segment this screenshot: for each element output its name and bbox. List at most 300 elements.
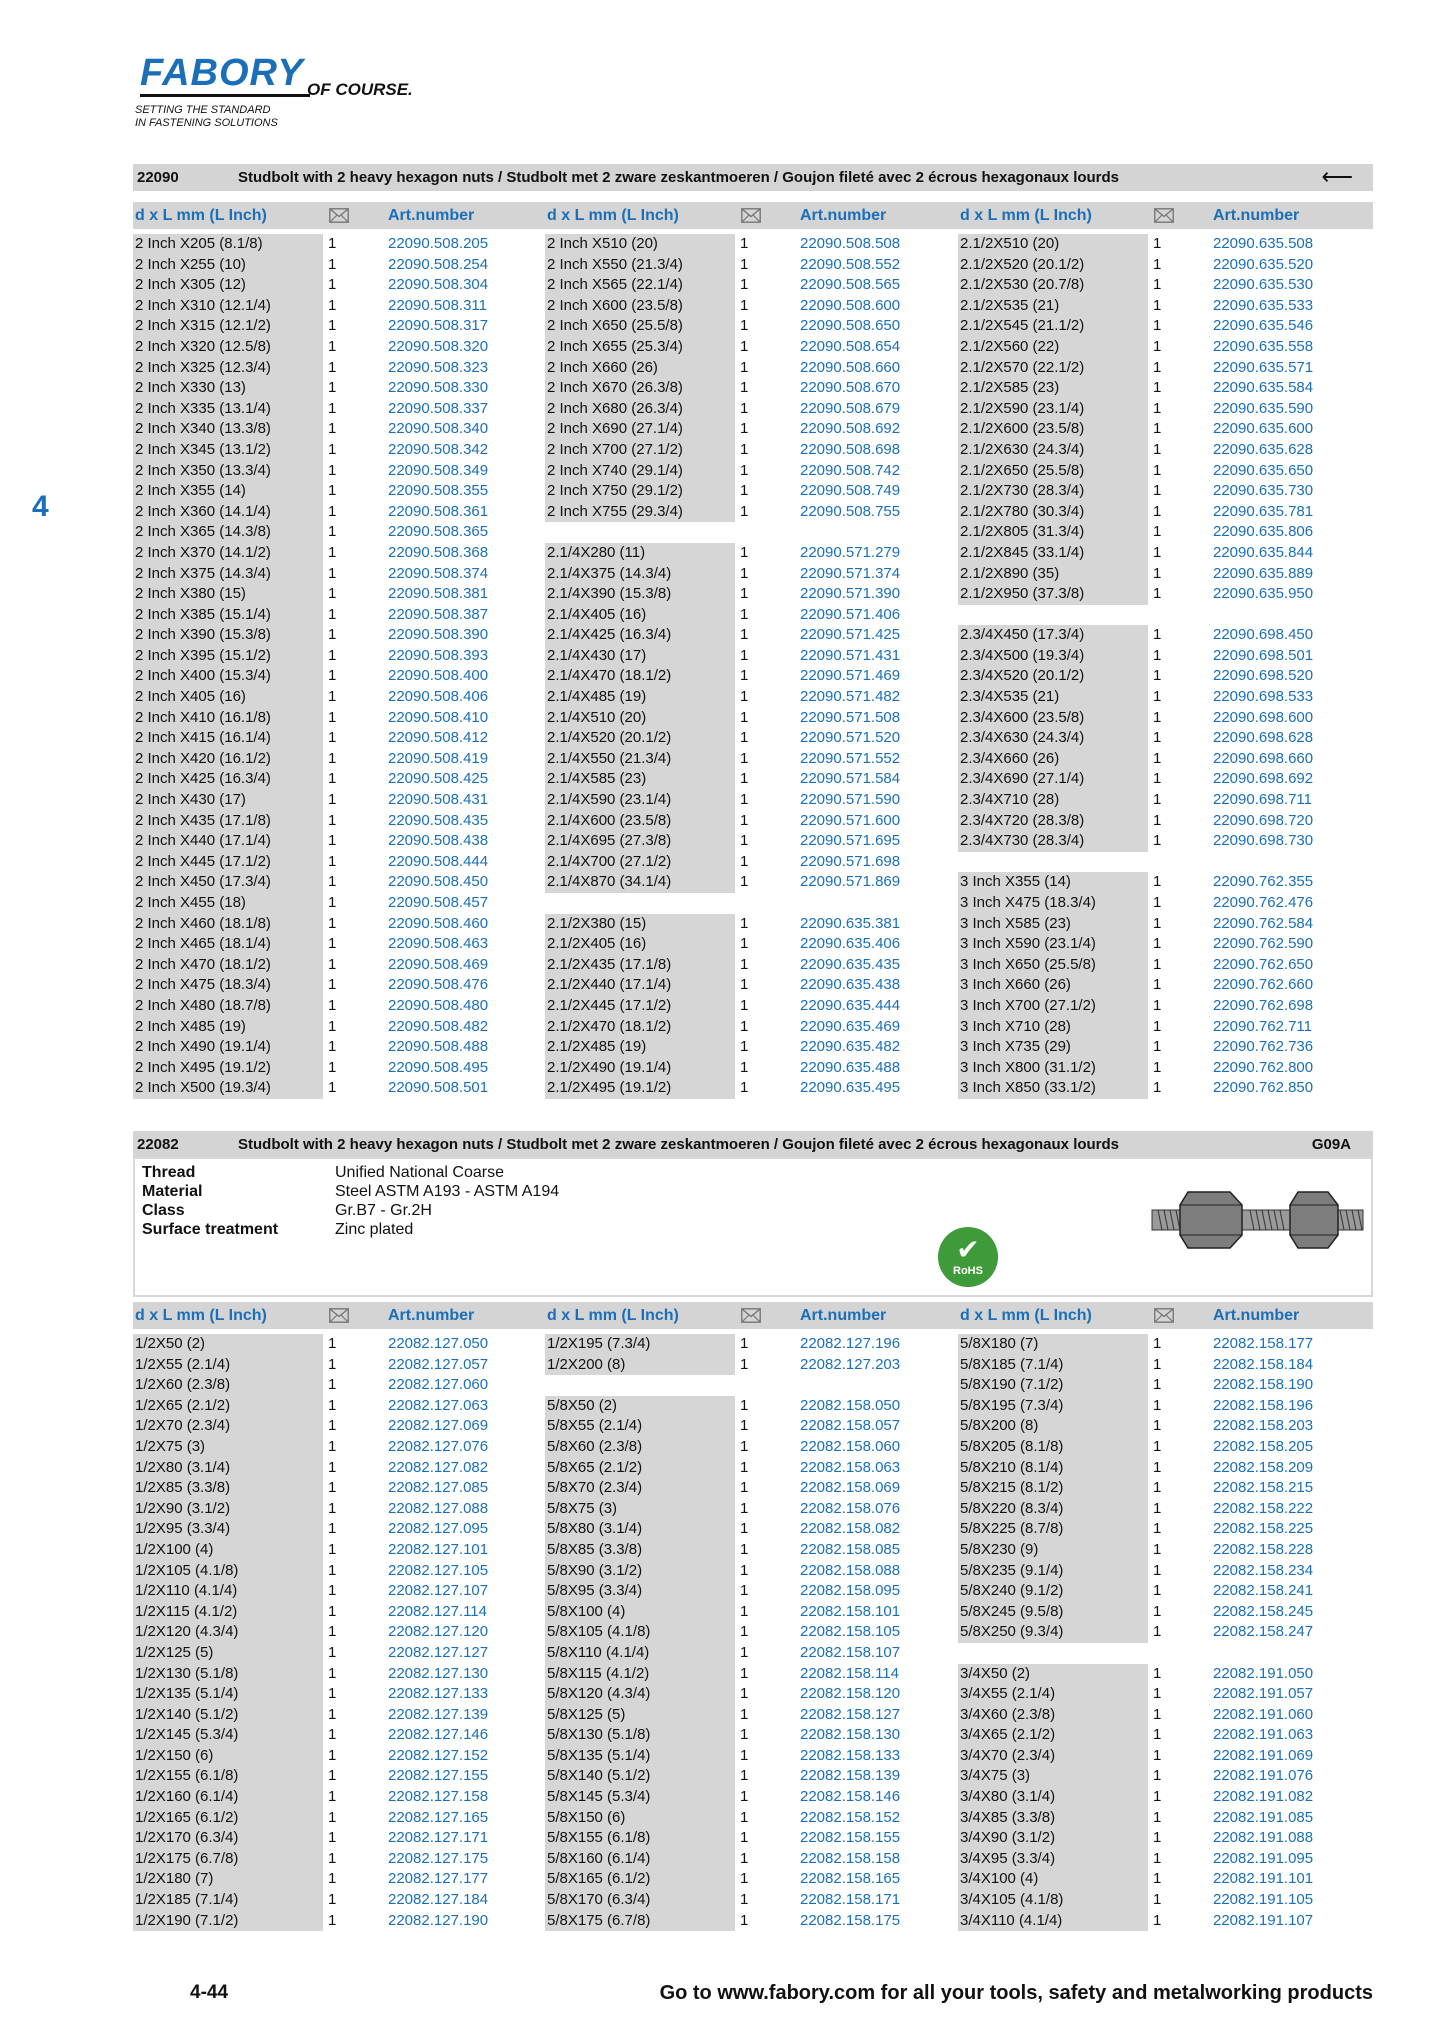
- row-art-number[interactable]: 22090.635.730: [1213, 482, 1314, 500]
- row-art-number[interactable]: 22090.508.400: [388, 667, 489, 685]
- row-art-number[interactable]: 22090.698.628: [1213, 729, 1314, 747]
- row-art-number[interactable]: 22090.508.698: [800, 440, 901, 458]
- row-art-number[interactable]: 22082.127.171: [388, 1829, 489, 1847]
- row-qty: 1: [740, 1017, 749, 1035]
- row-art-number[interactable]: 22090.508.457: [388, 894, 489, 911]
- column-header-desc: d x L mm (L Inch): [547, 207, 679, 224]
- row-art-number[interactable]: 22082.158.146: [800, 1788, 901, 1806]
- row-art-number[interactable]: 22082.127.069: [388, 1417, 489, 1435]
- prop-value-class: Gr.B7 - Gr.2H: [335, 1202, 432, 1219]
- row-qty: 1: [1153, 873, 1162, 891]
- row-art-number[interactable]: 22082.158.184: [1213, 1355, 1314, 1373]
- row-qty: 1: [328, 1396, 337, 1414]
- row-art-number[interactable]: 22090.508.390: [388, 626, 489, 644]
- logo-suffix: OF COURSE.: [307, 80, 413, 99]
- row-art-number[interactable]: 22082.158.165: [800, 1870, 901, 1888]
- row-qty: 1: [740, 1479, 749, 1497]
- row-art-number[interactable]: 22090.508.480: [388, 996, 489, 1014]
- row-art-number[interactable]: 22090.635.889: [1213, 564, 1314, 582]
- row-desc: 3 Inch X585 (23): [960, 914, 1071, 932]
- row-qty: 1: [328, 564, 337, 582]
- row-art-number[interactable]: 22090.508.495: [388, 1058, 489, 1076]
- row-art-number[interactable]: 22082.158.203: [1213, 1417, 1314, 1435]
- row-desc: 5/8X55 (2.1/4): [547, 1417, 643, 1435]
- row-art-number[interactable]: 22082.191.101: [1213, 1870, 1314, 1888]
- row-art-number[interactable]: 22082.191.105: [1213, 1891, 1314, 1909]
- row-art-number[interactable]: 22090.571.520: [800, 729, 901, 747]
- row-art-number[interactable]: 22090.571.425: [800, 626, 901, 644]
- row-art-number[interactable]: 22090.635.950: [1213, 585, 1314, 603]
- row-desc: 2 Inch X380 (15): [135, 585, 246, 603]
- row-art-number[interactable]: 22090.508.565: [800, 276, 901, 294]
- row-art-number[interactable]: 22090.571.390: [800, 585, 901, 603]
- row-desc: 2.1/2X470 (18.1/2): [547, 1017, 672, 1035]
- row-art-number[interactable]: 22090.635.435: [800, 955, 901, 973]
- row-art-number[interactable]: 22082.127.120: [388, 1623, 489, 1641]
- row-art-number[interactable]: 22082.127.082: [388, 1458, 489, 1476]
- arrow-left-icon[interactable]: ⟵: [1321, 164, 1353, 189]
- row-art-number[interactable]: 22090.508.355: [388, 482, 489, 500]
- row-art-number[interactable]: 22090.698.520: [1213, 667, 1314, 685]
- row-art-number[interactable]: 22090.635.546: [1213, 317, 1314, 335]
- row-art-number[interactable]: 22090.635.600: [1213, 420, 1314, 438]
- row-art-number[interactable]: 22090.508.340: [388, 420, 489, 438]
- row-qty: 1: [328, 688, 337, 706]
- row-art-number[interactable]: 22082.158.088: [800, 1561, 901, 1579]
- row-art-number[interactable]: 22090.508.337: [388, 399, 489, 417]
- row-desc: 2 Inch X205 (8.1/8): [135, 235, 263, 252]
- row-desc: 2.1/4X470 (18.1/2): [547, 667, 672, 685]
- column-header-desc: d x L mm (L Inch): [135, 1307, 267, 1324]
- row-qty: 1: [740, 1058, 749, 1076]
- row-art-number[interactable]: 22090.508.435: [388, 811, 489, 829]
- envelope-icon: [741, 1308, 761, 1323]
- row-art-number[interactable]: 22090.508.320: [388, 337, 489, 355]
- row-art-number[interactable]: 22090.635.584: [1213, 379, 1314, 397]
- row-art-number[interactable]: 22082.127.184: [388, 1891, 489, 1909]
- row-art-number[interactable]: 22082.158.222: [1213, 1499, 1314, 1517]
- row-art-number[interactable]: 22082.158.215: [1213, 1479, 1314, 1497]
- row-art-number[interactable]: 22090.635.438: [800, 976, 901, 994]
- row-art-number[interactable]: 22082.191.069: [1213, 1746, 1314, 1764]
- row-qty: 1: [328, 1479, 337, 1497]
- row-art-number[interactable]: 22082.158.130: [800, 1726, 901, 1744]
- row-art-number[interactable]: 22082.158.082: [800, 1520, 901, 1538]
- row-art-number[interactable]: 22082.158.133: [800, 1746, 901, 1764]
- row-art-number[interactable]: 22090.762.584: [1213, 914, 1314, 932]
- row-art-number[interactable]: 22082.127.085: [388, 1479, 489, 1497]
- row-art-number[interactable]: 22090.508.349: [388, 461, 489, 479]
- row-art-number[interactable]: 22090.635.530: [1213, 276, 1314, 294]
- row-art-number[interactable]: 22082.158.127: [800, 1705, 901, 1723]
- row-qty: 1: [1153, 1911, 1162, 1929]
- row-art-number[interactable]: 22090.571.406: [800, 605, 901, 623]
- row-art-number[interactable]: 22082.158.241: [1213, 1582, 1314, 1600]
- row-art-number[interactable]: 22090.508.393: [388, 646, 489, 664]
- row-art-number[interactable]: 22082.127.105: [388, 1561, 489, 1579]
- column-header-desc: d x L mm (L Inch): [547, 1307, 679, 1324]
- row-art-number[interactable]: 22090.508.311: [388, 296, 487, 314]
- desc-column: [133, 234, 323, 1099]
- row-art-number[interactable]: 22082.158.155: [800, 1829, 901, 1847]
- row-desc: 2 Inch X420 (16.1/2): [135, 749, 271, 767]
- row-qty: 1: [740, 1582, 749, 1600]
- row-art-number[interactable]: 22090.762.850: [1213, 1079, 1314, 1097]
- row-art-number[interactable]: 22090.508.342: [388, 440, 489, 458]
- row-art-number[interactable]: 22082.127.057: [388, 1355, 489, 1373]
- row-qty: 1: [740, 996, 749, 1014]
- row-art-number[interactable]: 22082.191.050: [1213, 1664, 1314, 1682]
- row-art-number[interactable]: 22082.127.107: [388, 1582, 489, 1600]
- row-art-number[interactable]: 22090.508.381: [388, 585, 489, 603]
- row-art-number[interactable]: 22082.158.063: [800, 1458, 901, 1476]
- row-art-number[interactable]: 22082.127.076: [388, 1437, 489, 1455]
- row-art-number[interactable]: 22082.127.133: [388, 1685, 489, 1703]
- row-art-number[interactable]: 22090.508.660: [800, 358, 901, 376]
- row-art-number[interactable]: 22082.127.139: [388, 1705, 489, 1723]
- row-art-number[interactable]: 22090.508.438: [388, 832, 489, 850]
- row-art-number[interactable]: 22090.508.692: [800, 420, 901, 438]
- row-art-number[interactable]: 22090.508.410: [388, 708, 489, 726]
- row-art-number[interactable]: 22090.698.450: [1213, 626, 1314, 644]
- row-art-number[interactable]: 22082.158.209: [1213, 1458, 1314, 1476]
- row-desc: 5/8X150 (6): [547, 1808, 626, 1826]
- row-art-number[interactable]: 22090.508.670: [800, 379, 901, 397]
- row-art-number[interactable]: 22090.571.508: [800, 708, 901, 726]
- row-qty: 1: [328, 1767, 337, 1785]
- row-art-number[interactable]: 22090.508.749: [800, 482, 901, 500]
- row-desc: 2.1/2X585 (23): [960, 379, 1060, 397]
- row-art-number[interactable]: 22082.158.234: [1213, 1561, 1314, 1579]
- art-column: [1213, 1334, 1353, 1931]
- row-desc: 2 Inch X395 (15.1/2): [135, 646, 271, 664]
- row-art-number[interactable]: 22090.508.431: [388, 791, 489, 809]
- row-qty: 1: [740, 255, 749, 273]
- row-art-number[interactable]: 22090.508.508: [800, 235, 901, 252]
- row-art-number[interactable]: 22090.698.501: [1213, 646, 1314, 664]
- row-art-number[interactable]: 22082.158.190: [1213, 1376, 1314, 1394]
- row-art-number[interactable]: 22082.158.050: [800, 1396, 901, 1414]
- row-art-number[interactable]: 22082.191.107: [1213, 1911, 1314, 1929]
- row-art-number[interactable]: 22082.191.088: [1213, 1829, 1314, 1847]
- row-desc: 2 Inch X305 (12): [135, 276, 246, 294]
- row-art-number[interactable]: 22090.508.368: [388, 543, 489, 561]
- row-art-number[interactable]: 22082.191.082: [1213, 1788, 1314, 1806]
- row-art-number[interactable]: 22090.635.444: [800, 996, 901, 1014]
- row-qty: 1: [740, 749, 749, 767]
- row-art-number[interactable]: 22090.762.650: [1213, 955, 1314, 973]
- row-desc: 2.1/2X560 (22): [960, 337, 1060, 355]
- row-art-number[interactable]: 22082.191.063: [1213, 1726, 1314, 1744]
- row-art-number[interactable]: 22090.508.317: [388, 317, 489, 335]
- row-art-number[interactable]: 22090.571.590: [800, 791, 901, 809]
- row-art-number[interactable]: 22090.698.720: [1213, 811, 1314, 829]
- row-qty: 1: [1153, 1058, 1162, 1076]
- row-qty: 1: [1153, 1705, 1162, 1723]
- row-art-number[interactable]: 22090.762.736: [1213, 1038, 1314, 1056]
- row-desc: 3/4X60 (2.3/8): [960, 1705, 1056, 1723]
- row-art-number[interactable]: 22090.571.600: [800, 811, 901, 829]
- row-art-number[interactable]: 22082.127.158: [388, 1788, 489, 1806]
- row-art-number[interactable]: 22090.508.254: [388, 255, 489, 273]
- row-art-number[interactable]: 22090.635.520: [1213, 255, 1314, 273]
- row-qty: 1: [1153, 1685, 1162, 1703]
- row-art-number[interactable]: 22082.158.060: [800, 1437, 901, 1455]
- row-art-number[interactable]: 22082.158.057: [800, 1417, 901, 1435]
- column-header-desc: d x L mm (L Inch): [135, 207, 267, 224]
- row-art-number[interactable]: 22090.762.355: [1213, 873, 1314, 891]
- row-art-number[interactable]: 22090.508.463: [388, 935, 489, 953]
- row-art-number[interactable]: 22082.127.196: [800, 1335, 901, 1352]
- row-qty: 1: [1153, 235, 1162, 252]
- row-art-number[interactable]: 22082.158.158: [800, 1849, 901, 1867]
- row-art-number[interactable]: 22082.127.088: [388, 1499, 489, 1517]
- row-art-number[interactable]: 22082.127.130: [388, 1664, 489, 1682]
- row-art-number[interactable]: 22082.127.165: [388, 1808, 489, 1826]
- row-desc: 1/2X140 (5.1/2): [135, 1705, 239, 1723]
- row-art-number[interactable]: 22090.762.476: [1213, 894, 1314, 911]
- row-art-number[interactable]: 22090.762.660: [1213, 976, 1314, 994]
- row-art-number[interactable]: 22090.508.488: [388, 1038, 489, 1056]
- row-art-number[interactable]: 22082.158.069: [800, 1479, 901, 1497]
- row-art-number[interactable]: 22090.571.469: [800, 667, 901, 685]
- row-qty: 1: [328, 708, 337, 726]
- page-number: 4-44: [190, 1982, 229, 2003]
- row-art-number[interactable]: 22090.508.323: [388, 358, 489, 376]
- row-art-number[interactable]: 22090.571.584: [800, 770, 901, 788]
- row-art-number[interactable]: 22090.508.304: [388, 276, 489, 294]
- row-desc: 2.1/4X695 (27.3/8): [547, 832, 672, 850]
- row-art-number[interactable]: 22090.635.628: [1213, 440, 1314, 458]
- row-desc: 2.1/2X570 (22.1/2): [960, 358, 1085, 376]
- row-art-number[interactable]: 22082.158.076: [800, 1499, 901, 1517]
- row-art-number[interactable]: 22082.127.127: [388, 1643, 489, 1661]
- row-desc: 3/4X55 (2.1/4): [960, 1685, 1056, 1703]
- row-art-number[interactable]: 22090.762.698: [1213, 996, 1314, 1014]
- row-art-number[interactable]: 22090.571.869: [800, 873, 901, 891]
- row-qty: 1: [328, 749, 337, 767]
- row-desc: 2 Inch X650 (25.5/8): [547, 317, 683, 335]
- row-art-number[interactable]: 22090.571.374: [800, 564, 901, 582]
- row-art-number[interactable]: 22090.635.571: [1213, 358, 1314, 376]
- row-art-number[interactable]: 22090.698.711: [1213, 791, 1312, 809]
- row-qty: 1: [1153, 1726, 1162, 1744]
- row-qty: 1: [1153, 646, 1162, 664]
- row-art-number[interactable]: 22090.508.374: [388, 564, 489, 582]
- row-art-number[interactable]: 22082.127.101: [388, 1540, 489, 1558]
- row-art-number[interactable]: 22082.191.095: [1213, 1849, 1314, 1867]
- row-art-number[interactable]: 22082.127.050: [388, 1335, 489, 1352]
- row-art-number[interactable]: 22082.158.205: [1213, 1437, 1314, 1455]
- row-desc: [545, 522, 735, 543]
- row-art-number[interactable]: 22090.508.482: [388, 1017, 489, 1035]
- row-qty: 1: [740, 1499, 749, 1517]
- row-art-number[interactable]: 22090.571.552: [800, 749, 901, 767]
- row-art-number[interactable]: 22090.698.600: [1213, 708, 1314, 726]
- row-art-number[interactable]: 22082.191.076: [1213, 1767, 1314, 1785]
- row-qty: 1: [740, 1705, 749, 1723]
- row-art-number[interactable]: 22090.571.698: [800, 852, 901, 870]
- row-art-number[interactable]: 22090.508.365: [388, 523, 489, 541]
- row-art-number[interactable]: 22090.635.590: [1213, 399, 1314, 417]
- row-art-number[interactable]: 22082.127.203: [800, 1355, 901, 1373]
- row-desc: 3 Inch X800 (31.1/2): [960, 1058, 1096, 1076]
- row-art-number[interactable]: 22090.635.558: [1213, 337, 1314, 355]
- row-art-number[interactable]: 22090.508.600: [800, 296, 901, 314]
- row-desc: 2.3/4X520 (20.1/2): [960, 667, 1085, 685]
- row-qty: 1: [1153, 1746, 1162, 1764]
- row-art-number[interactable]: 22090.508.387: [388, 605, 489, 623]
- qty-column: [1153, 1334, 1193, 1931]
- row-art-number[interactable]: 22082.158.175: [800, 1911, 901, 1929]
- row-art-number[interactable]: 22082.127.177: [388, 1870, 489, 1888]
- row-qty: 1: [740, 935, 749, 953]
- row-qty: 1: [1153, 1355, 1162, 1373]
- row-art-number[interactable]: 22090.508.679: [800, 399, 901, 417]
- row-art-number[interactable]: 22090.508.755: [800, 502, 901, 520]
- row-art-number[interactable]: 22090.571.695: [800, 832, 901, 850]
- row-desc: 2 Inch X445 (17.1/2): [135, 852, 271, 870]
- row-art-number[interactable]: 22090.508.205: [388, 235, 489, 252]
- row-art-number[interactable]: 22082.158.120: [800, 1685, 901, 1703]
- row-qty: [1153, 1643, 1193, 1664]
- row-art-number[interactable]: 22082.191.085: [1213, 1808, 1314, 1826]
- row-art-number[interactable]: 22090.635.406: [800, 935, 901, 953]
- row-desc: 3/4X105 (4.1/8): [960, 1891, 1064, 1909]
- row-art-number[interactable]: 22082.158.139: [800, 1767, 901, 1785]
- row-desc: 2.1/4X870 (34.1/4): [547, 873, 672, 891]
- row-art-number[interactable]: 22090.508.742: [800, 461, 901, 479]
- row-art-number[interactable]: 22082.127.114: [388, 1602, 487, 1620]
- row-desc: 2 Inch X430 (17): [135, 791, 246, 809]
- row-art-number[interactable]: 22090.508.469: [388, 955, 489, 973]
- row-art-number[interactable]: 22090.635.469: [800, 1017, 901, 1035]
- row-art-number[interactable]: 22090.698.533: [1213, 688, 1314, 706]
- row-desc: 5/8X250 (9.3/4): [960, 1623, 1064, 1641]
- row-art-number[interactable]: 22090.508.552: [800, 255, 901, 273]
- row-art-number[interactable]: 22090.508.330: [388, 379, 489, 397]
- row-art-number[interactable]: 22090.635.533: [1213, 296, 1314, 314]
- row-art-number[interactable]: 22082.158.171: [800, 1891, 901, 1909]
- row-art-number[interactable]: 22090.571.431: [800, 646, 901, 664]
- row-art-number[interactable]: 22090.508.406: [388, 688, 489, 706]
- row-art-number[interactable]: 22090.698.692: [1213, 770, 1314, 788]
- row-art-number[interactable]: 22082.158.101: [800, 1602, 901, 1620]
- row-desc: 2.1/2X805 (31.3/4): [960, 523, 1085, 541]
- row-art-number[interactable]: 22090.635.381: [800, 914, 901, 932]
- row-qty: 1: [328, 770, 337, 788]
- row-art-number[interactable]: 22082.127.175: [388, 1849, 489, 1867]
- row-desc: 2 Inch X460 (18.1/8): [135, 914, 271, 932]
- row-art-number[interactable]: 22082.158.107: [800, 1643, 901, 1661]
- row-art-number[interactable]: 22090.635.508: [1213, 235, 1314, 252]
- row-desc: 1/2X130 (5.1/8): [135, 1664, 239, 1682]
- row-art-number[interactable]: 22082.158.085: [800, 1540, 901, 1558]
- row-desc: 5/8X245 (9.5/8): [960, 1602, 1064, 1620]
- row-art-number[interactable]: 22090.508.501: [388, 1079, 489, 1097]
- row-desc: 5/8X105 (4.1/8): [547, 1623, 651, 1641]
- row-art-number[interactable]: 22082.158.196: [1213, 1396, 1314, 1414]
- qty-column: [328, 1334, 368, 1931]
- row-qty: 1: [328, 626, 337, 644]
- row-desc: 1/2X80 (3.1/4): [135, 1458, 231, 1476]
- row-art-number[interactable]: 22082.127.063: [388, 1396, 489, 1414]
- row-art-number[interactable]: 22082.127.146: [388, 1726, 489, 1744]
- row-art-number[interactable]: 22090.571.279: [800, 543, 901, 561]
- row-art-number[interactable]: 22090.635.806: [1213, 523, 1314, 541]
- row-art-number[interactable]: 22090.508.654: [800, 337, 901, 355]
- row-art-number[interactable]: 22082.127.190: [388, 1911, 489, 1929]
- row-art-number[interactable]: 22082.158.095: [800, 1582, 901, 1600]
- row-art-number[interactable]: 22082.127.155: [388, 1767, 489, 1785]
- row-desc: 2.1/4X390 (15.3/8): [547, 585, 672, 603]
- row-art-number[interactable]: 22082.127.095: [388, 1520, 489, 1538]
- row-art-number[interactable]: 22090.508.444: [388, 852, 489, 870]
- row-art-number[interactable]: 22090.635.495: [800, 1079, 901, 1097]
- row-art-number[interactable]: 22082.158.152: [800, 1808, 901, 1826]
- row-art-number[interactable]: 22090.508.412: [388, 729, 489, 747]
- row-art-number[interactable]: 22090.762.590: [1213, 935, 1314, 953]
- row-art-number[interactable]: 22082.191.057: [1213, 1685, 1314, 1703]
- row-art-number[interactable]: 22090.508.650: [800, 317, 901, 335]
- row-art-number[interactable]: 22082.158.114: [800, 1664, 899, 1682]
- row-art-number[interactable]: 22090.571.482: [800, 688, 901, 706]
- row-art-number[interactable]: 22082.127.152: [388, 1746, 489, 1764]
- row-desc: 1/2X175 (6.7/8): [135, 1849, 239, 1867]
- row-art-number[interactable]: 22090.762.800: [1213, 1058, 1314, 1076]
- row-qty: 1: [328, 1746, 337, 1764]
- row-art-number[interactable]: 22090.635.482: [800, 1038, 901, 1056]
- row-qty: 1: [328, 461, 337, 479]
- row-art-number[interactable]: 22090.635.488: [800, 1058, 901, 1076]
- row-desc: 1/2X200 (8): [547, 1355, 626, 1373]
- row-art-number[interactable]: 22090.762.711: [1213, 1017, 1312, 1035]
- row-desc: 5/8X120 (4.3/4): [547, 1685, 651, 1703]
- row-art-number[interactable]: 22090.635.781: [1213, 502, 1314, 520]
- row-art-number[interactable]: 22082.158.225: [1213, 1520, 1314, 1538]
- row-art-number[interactable]: 22082.191.060: [1213, 1705, 1314, 1723]
- row-art-number[interactable]: 22082.158.228: [1213, 1540, 1314, 1558]
- row-art-number[interactable]: 22082.127.060: [388, 1376, 489, 1394]
- row-desc: 2.3/4X720 (28.3/8): [960, 811, 1085, 829]
- row-qty: 1: [740, 1355, 749, 1373]
- row-art-number[interactable]: 22090.508.361: [388, 502, 489, 520]
- row-qty: 1: [328, 1520, 337, 1538]
- row-qty: 1: [1153, 502, 1162, 520]
- row-art-number[interactable]: 22090.698.660: [1213, 749, 1314, 767]
- qty-column: [740, 234, 780, 1099]
- desc-column: [958, 234, 1148, 1099]
- row-qty: 1: [328, 1499, 337, 1517]
- row-art-number[interactable]: 22082.158.245: [1213, 1602, 1314, 1620]
- row-desc: 2 Inch X550 (21.3/4): [547, 255, 683, 273]
- art-column: [388, 234, 528, 1099]
- row-art-number[interactable]: 22090.635.844: [1213, 543, 1314, 561]
- row-desc: 5/8X240 (9.1/2): [960, 1582, 1064, 1600]
- row-art-number[interactable]: 22090.508.460: [388, 914, 489, 932]
- row-art-number[interactable]: 22090.508.450: [388, 873, 489, 891]
- row-desc: 2 Inch X440 (17.1/4): [135, 832, 271, 850]
- row-art-number[interactable]: 22090.508.419: [388, 749, 489, 767]
- row-art-number[interactable]: 22082.158.105: [800, 1623, 901, 1641]
- row-art-number[interactable]: 22082.158.177: [1213, 1335, 1314, 1352]
- row-art-number[interactable]: 22090.698.730: [1213, 832, 1314, 850]
- row-art-number[interactable]: 22090.635.650: [1213, 461, 1314, 479]
- row-art-number[interactable]: 22090.508.425: [388, 770, 489, 788]
- row-qty: 1: [1153, 811, 1162, 829]
- row-art-number[interactable]: 22082.158.247: [1213, 1623, 1314, 1641]
- row-art-number[interactable]: 22090.508.476: [388, 976, 489, 994]
